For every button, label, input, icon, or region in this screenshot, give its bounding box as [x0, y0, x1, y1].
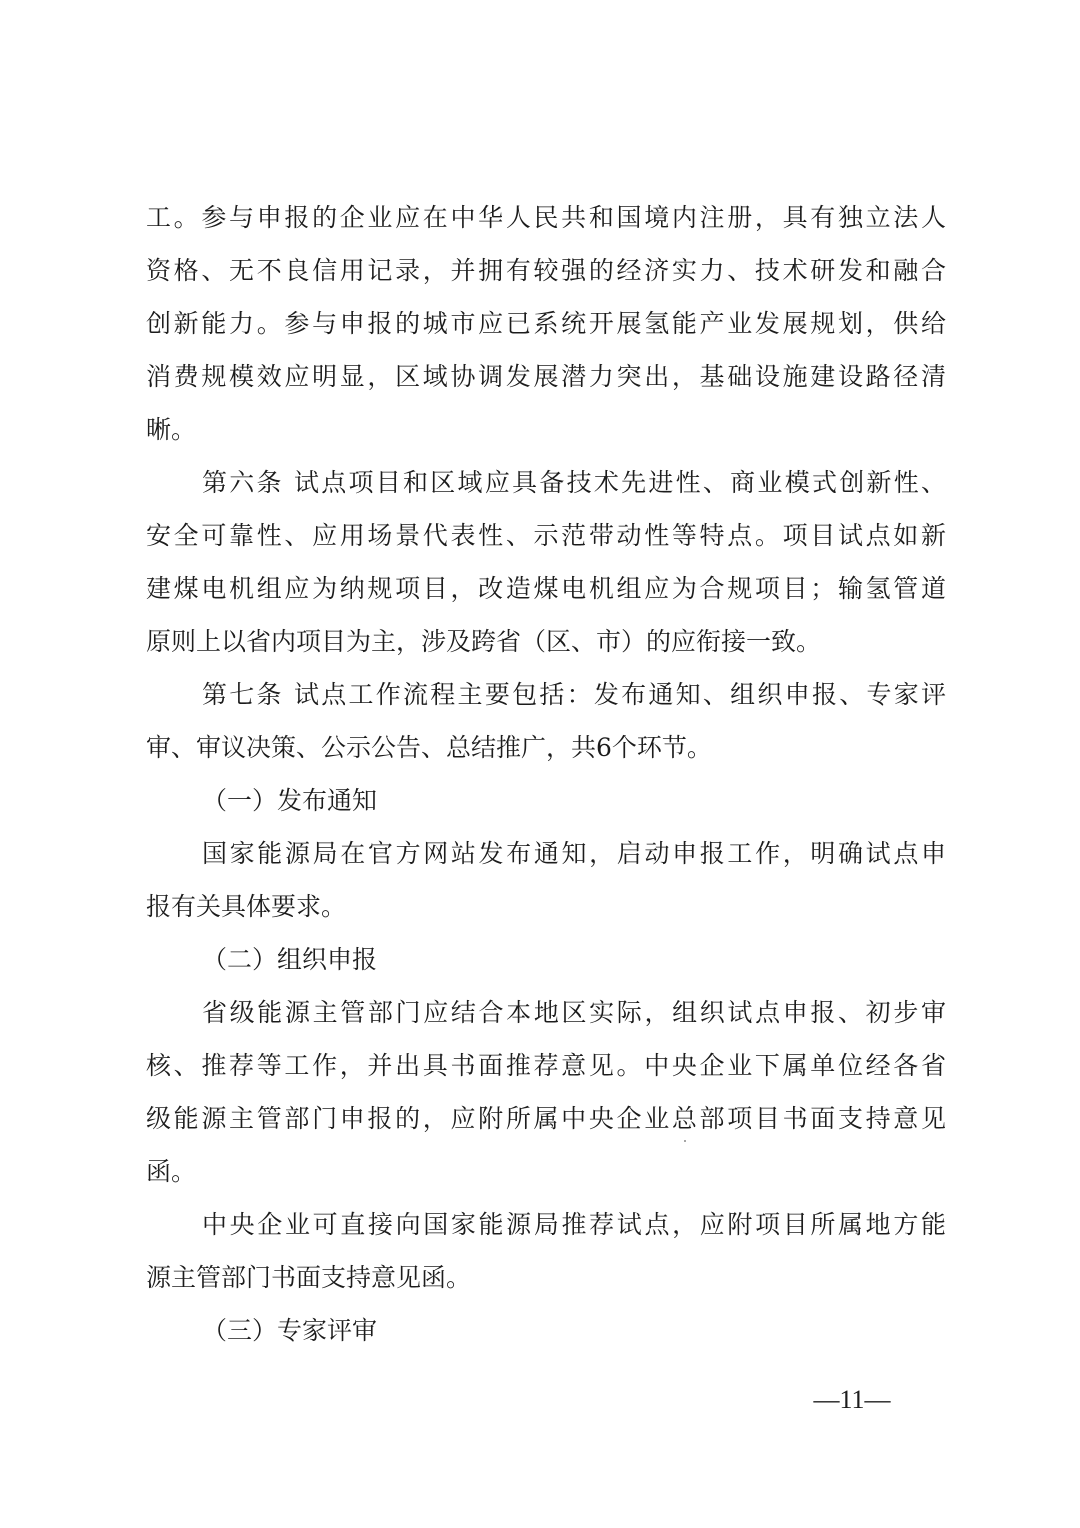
body-text-line: 级能源主管部门申报的，应附所属中央企业总部项目书面支持意见 [146, 1104, 946, 1133]
body-text-line: 建煤电机组应为纳规项目，改造煤电机组应为合规项目；输氢管道 [146, 574, 946, 603]
body-text-line: 晰。 [146, 415, 197, 444]
section-heading-3: （三）专家评审 [202, 1316, 378, 1345]
body-text-line: 国家能源局在官方网站发布通知，启动申报工作，明确试点申 [202, 839, 946, 868]
body-text-line: 安全可靠性、应用场景代表性、示范带动性等特点。项目试点如新 [146, 521, 946, 550]
body-text-line: 中央企业可直接向国家能源局推荐试点，应附项目所属地方能 [202, 1210, 946, 1239]
body-text-line: 函。 [146, 1157, 197, 1186]
body-text-line: 省级能源主管部门应结合本地区实际，组织试点申报、初步审 [202, 998, 946, 1027]
body-text-line: 原则上以省内项目为主，涉及跨省（区、市）的应衔接一致。 [146, 627, 822, 656]
body-text-line: 核、推荐等工作，并出具书面推荐意见。中央企业下属单位经各省 [146, 1051, 946, 1080]
body-text-line: 源主管部门书面支持意见函。 [146, 1263, 472, 1292]
body-text-line: 报有关具体要求。 [146, 892, 347, 921]
body-text-line: 消费规模效应明显，区域协调发展潜力突出，基础设施建设路径清 [146, 362, 946, 391]
page-number: —11— [813, 1385, 891, 1414]
body-text-line: 审、审议决策、公示公告、总结推广，共6个环节。 [146, 733, 712, 762]
section-heading-1: （一）发布通知 [202, 786, 378, 815]
body-text-line: 工。参与申报的企业应在中华人民共和国境内注册，具有独立法人 [146, 203, 946, 232]
article-7-first-line: 第七条 试点工作流程主要包括：发布通知、组织申报、专家评 [202, 680, 946, 709]
section-heading-2: （二）组织申报 [202, 945, 378, 974]
body-text-line: 创新能力。参与申报的城市应已系统开展氢能产业发展规划，供给 [146, 309, 946, 338]
scan-speck [684, 1140, 686, 1142]
article-6-first-line: 第六条 试点项目和区域应具备技术先进性、商业模式创新性、 [202, 468, 946, 497]
body-text-line: 资格、无不良信用记录，并拥有较强的经济实力、技术研发和融合 [146, 256, 946, 285]
